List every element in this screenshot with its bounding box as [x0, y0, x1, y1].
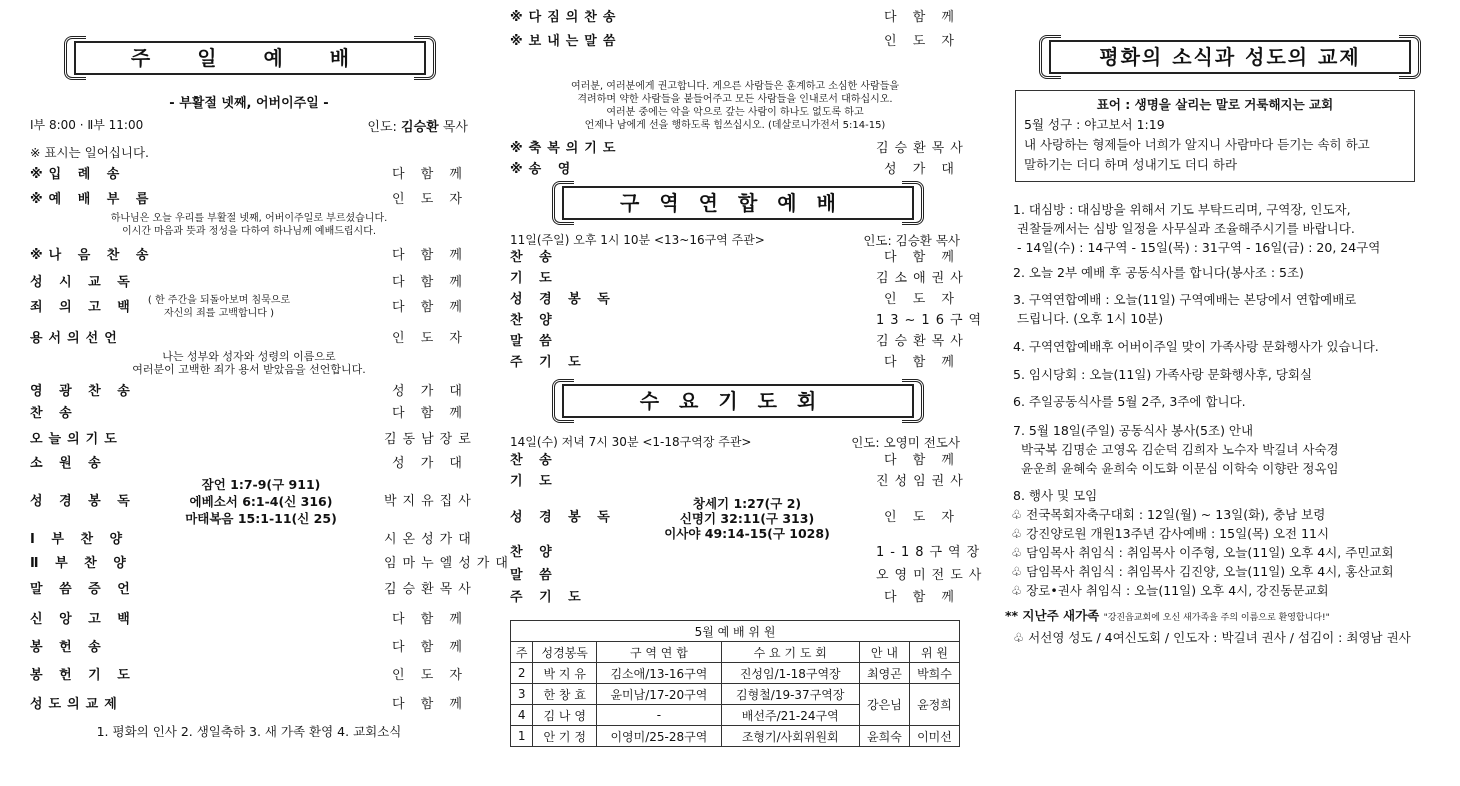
order-performer: 다 함 께: [392, 640, 468, 655]
order-item: [510, 8, 960, 28]
order-performer: 다 함 께: [392, 275, 468, 290]
sending-text: 여러분, 여러분에게 권고합니다. 게으른 사람들은 훈계하고 소심한 사람들을 격려하며 약한 사람들을 붙들어주고 모든 사람들을 인내로서 대하십시오. 여러분 중에는 악을 악으로 갚는 사람이 하나도 없도록 하고 언제나 남에게 선을 행하도록 힘쓰십시오. (데살로니가전서 5:14-15): [570, 81, 900, 131]
order-label: ※보내는말씀: [510, 34, 622, 49]
order-performer: 다 함 께: [392, 697, 468, 712]
order-item: [30, 454, 468, 474]
news-item: ♧ 강진양로원 개원13주년 감사예배 : 15일(목) 오전 11시: [1011, 526, 1330, 541]
area-worship-banner: 구역연합예배: [562, 186, 914, 220]
duty-header: 안 내: [859, 642, 909, 663]
fellowship-note: 1. 평화의 인사 2. 생일축하 3. 새 가족 환영 4. 교회소식: [96, 724, 402, 739]
order-performer: 1-18구역장: [876, 545, 986, 560]
news-item: 5. 임시당회 : 오늘(11일) 가족사랑 문화행사후, 당회실: [1013, 367, 1313, 382]
order-item: [30, 165, 468, 185]
order-label: ※나 음 찬 송: [30, 248, 155, 263]
worship-times: Ⅰ부 8:00 · Ⅱ부 11:00: [30, 118, 144, 132]
motto-box: [1015, 90, 1415, 182]
duty-cell: 김형철/19-37구역장: [721, 684, 859, 705]
order-item: [30, 666, 468, 686]
order-item: [510, 566, 988, 586]
duty-cell: 한 창 효: [533, 684, 597, 705]
order-label: 찬 송: [510, 453, 558, 468]
order-label: 주 기 도: [510, 355, 587, 370]
duty-cell: 김 나 영: [533, 705, 597, 726]
order-label: 소 원 송: [30, 456, 107, 471]
order-label: 신 앙 고 백: [30, 612, 136, 627]
news-item: 박국복 김명순 고영옥 김순덕 김희자 노수자 박길녀 사숙경: [1021, 442, 1339, 457]
news-item: ♧ 전국목회자축구대회 : 12일(월) ~ 13일(화), 충남 보령: [1011, 507, 1326, 522]
order-label: 찬 송: [510, 250, 558, 265]
table-row: [511, 663, 960, 684]
order-performer: 인 도 자: [884, 292, 960, 307]
order-item: [510, 32, 960, 52]
order-label: 성 경 봉 독: [510, 292, 616, 307]
duty-cell: -: [597, 705, 721, 726]
duty-cell: 윤미남/17-20구역: [597, 684, 721, 705]
scripture-list: 잠언 1:7-9(구 911) 에베소서 6:1-4(신 316) 마태복음 15:1-11(신 25): [185, 477, 337, 526]
order-label: 찬 양: [510, 313, 558, 328]
duty-header: 주: [511, 642, 533, 663]
order-label: ※송 영: [510, 162, 577, 177]
duty-cell: 진성임/1-18구역장: [721, 663, 859, 684]
order-performer: 다 함 께: [884, 590, 960, 605]
new-family-title: ** 지난주 새가족 "강진읍교회에 오신 새가족을 주의 이름으로 환영합니다!": [1005, 608, 1330, 623]
order-performer: 시온성가대: [384, 532, 477, 547]
verse-ref: 5월 성구 : 야고보서 1:19: [1024, 117, 1165, 132]
duty-cell: 박 지 유: [533, 663, 597, 684]
news-item: - 14일(수) : 14구역 - 15일(목) : 31구역 - 16일(금) : 20, 24구역: [1017, 240, 1381, 255]
order-label: 용서의선언: [30, 331, 123, 346]
order-label: 죄 의 고 백: [30, 300, 136, 315]
order-item: [30, 580, 477, 600]
order-label: 기 도: [510, 474, 558, 489]
order-label: 주 기 도: [510, 590, 587, 605]
order-item: [510, 353, 960, 373]
new-family-entry: ♧ 서선영 성도 / 4여신도회 / 인도자 : 박길녀 권사 / 섬김이 : 최영남 권사: [1013, 630, 1411, 645]
duty-cell: 3: [511, 684, 533, 705]
order-item: [510, 139, 969, 159]
order-item: [30, 554, 514, 574]
order-label: 찬 송: [30, 406, 78, 421]
news-item: ♧ 담임목사 취임식 : 취임목사 김진양, 오늘(11일) 오후 4시, 홍산교회: [1011, 564, 1394, 579]
usher-cell: 윤희숙: [859, 726, 909, 747]
order-performer: 다 함 께: [392, 406, 468, 421]
news-item: ♧ 담임목사 취임식 : 취임목사 이주형, 오늘(11일) 오후 4시, 주민교회: [1011, 545, 1394, 560]
order-label: 기 도: [510, 271, 558, 286]
table-row: [511, 684, 960, 705]
order-item: [30, 610, 468, 630]
news-item: ♧ 장로•권사 취임식 : 오늘(11일) 오후 4시, 강진동문교회: [1011, 583, 1329, 598]
standing-note: ※ 표시는 일어십니다.: [30, 145, 149, 160]
order-performer: 다 함 께: [392, 612, 468, 627]
order-label: ※다짐의찬송: [510, 10, 622, 25]
order-label: 오늘의기도: [30, 432, 123, 447]
news-item: 2. 오늘 2부 예배 후 공동식사를 합니다(봉사조 : 5조): [1013, 265, 1304, 280]
duty-cell: 이영미/25-28구역: [597, 726, 721, 747]
order-performer: 성 가 대: [392, 456, 468, 471]
duty-cell: 1: [511, 726, 533, 747]
order-item: [30, 430, 477, 450]
committee-cell: 이미선: [909, 726, 959, 747]
news-item: 윤운희 윤혜숙 윤희숙 이도화 이문심 이학숙 이향란 정옥임: [1021, 461, 1339, 476]
committee-cell: 윤정희: [909, 684, 959, 726]
order-item: [510, 311, 988, 331]
order-performer: 다 함 께: [884, 355, 960, 370]
order-performer: 성 가 대: [884, 162, 960, 177]
order-item: [30, 382, 468, 402]
area-worship-info: 11일(주일) 오후 1시 10분 <13~16구역 주관>: [510, 233, 765, 247]
order-item: [30, 273, 468, 293]
wednesday-info: 14일(수) 저녁 7시 30분 <1-18구역장 주관>: [510, 435, 752, 449]
duty-header: 성경봉독: [533, 642, 597, 663]
order-performer: 인 도 자: [884, 510, 960, 525]
verse-line: 내 사랑하는 형제들아 너희가 알지니 사람마다 듣기는 속히 하고: [1024, 137, 1370, 152]
worship-subtitle: - 부활절 넷째, 어버이주일 -: [169, 96, 329, 111]
order-label: ※예 배 부 름: [30, 192, 155, 207]
order-item: [510, 543, 986, 563]
order-label: 찬 양: [510, 545, 558, 560]
order-item: [30, 404, 468, 424]
order-item: [510, 332, 969, 352]
order-performer: 13~16구역: [876, 313, 988, 328]
order-label: 영 광 찬 송: [30, 384, 136, 399]
order-label: 성 경 봉 독: [510, 510, 616, 525]
duty-cell: 안 기 정: [533, 726, 597, 747]
order-item: [510, 451, 960, 471]
duty-cell: 배선주/21-24구역: [721, 705, 859, 726]
order-performer: 다 함 께: [392, 248, 468, 263]
order-label: ※축복의기도: [510, 141, 622, 156]
order-performer: 다 함 께: [884, 453, 960, 468]
news-item: 7. 5월 18일(주일) 공동식사 봉사(5조) 안내: [1013, 423, 1254, 438]
order-item: [30, 190, 468, 210]
order-performer: 인 도 자: [392, 331, 468, 346]
order-label: 말 씀: [510, 334, 558, 349]
order-performer: 김승환목사: [876, 334, 969, 349]
invocation-text: 하나님은 오늘 우리를 부활절 넷째, 어버이주일로 부르셨습니다. 이시간 마음과 뜻과 정성을 다하여 하나님께 예배드립시다.: [110, 213, 388, 237]
order-performer: 박지유집사: [384, 494, 477, 509]
duty-title: 5월 예 배 위 원: [511, 621, 960, 642]
order-label: 봉 헌 송: [30, 640, 107, 655]
order-performer: 김동남장로: [384, 432, 477, 447]
confession-text: ( 한 주간을 되돌아보며 침묵으로 자신의 죄를 고백합니다 ): [147, 295, 291, 319]
worship-leader: 인도: 김승환 목사: [367, 120, 468, 135]
order-label: 성도의교제: [30, 697, 123, 712]
order-performer: 다 함 께: [884, 250, 960, 265]
order-item: [510, 248, 960, 268]
order-performer: 김승환목사: [384, 582, 477, 597]
news-banner: 평화의 소식과 성도의 교제: [1049, 40, 1411, 74]
order-performer: 성 가 대: [392, 384, 468, 399]
usher-cell: 강은님: [859, 684, 909, 726]
news-item: 3. 구역연합예배 : 오늘(11일) 구역예배는 본당에서 연합예배로: [1013, 292, 1357, 307]
committee-cell: 박희수: [909, 663, 959, 684]
duty-header: 수 요 기 도 회: [721, 642, 859, 663]
area-worship-leader: 인도: 김승환 목사: [863, 233, 960, 248]
usher-cell: 최영곤: [859, 663, 909, 684]
order-performer: 인 도 자: [884, 34, 960, 49]
news-item: 1. 대심방 : 대심방을 위해서 기도 부탁드리며, 구역장, 인도자,: [1013, 202, 1351, 217]
duty-cell: 2: [511, 663, 533, 684]
sunday-worship-banner: 주 일 예 배: [74, 41, 426, 75]
order-label: Ⅰ 부 찬 양: [30, 532, 129, 547]
worship-duty-table: [510, 620, 960, 747]
motto: 표어 : 생명을 살리는 말로 거룩해지는 교회: [1096, 97, 1334, 112]
news-item: 4. 구역연합예배후 어버이주일 맞이 가족사랑 문화행사가 있습니다.: [1013, 339, 1379, 354]
absolution-text: 나는 성부와 성자와 성령의 이름으로 여러분이 고백한 죄가 용서 받았음을 선언합니다.: [132, 350, 366, 376]
order-item: [30, 530, 477, 550]
order-performer: 다 함 께: [884, 10, 960, 25]
order-item: [510, 160, 960, 180]
verse-line: 말하기는 더디 하며 성내기도 더디 하라: [1024, 157, 1238, 172]
order-item: [510, 269, 969, 289]
news-item: 드립니다. (오후 1시 10분): [1017, 311, 1164, 326]
duty-cell: 김소애/13-16구역: [597, 663, 721, 684]
order-performer: 임마누엘성가대: [384, 556, 514, 571]
order-performer: 다 함 께: [392, 167, 468, 182]
order-item: [30, 329, 468, 349]
news-item: 6. 주일공동식사를 5월 2주, 3주에 합니다.: [1013, 394, 1246, 409]
order-item: [30, 638, 468, 658]
order-item: [510, 472, 969, 492]
order-label: Ⅱ 부 찬 양: [30, 556, 132, 571]
duty-cell: 조형기/사회위원회: [721, 726, 859, 747]
order-label: ※입 례 송: [30, 167, 126, 182]
order-performer: 인 도 자: [392, 668, 468, 683]
wednesday-prayer-banner: 수요기도회: [562, 384, 914, 418]
order-item: [30, 695, 468, 715]
order-label: 봉 헌 기 도: [30, 668, 136, 683]
order-performer: 인 도 자: [392, 192, 468, 207]
news-item: 8. 행사 및 모임: [1013, 488, 1098, 503]
order-item: [510, 588, 960, 608]
order-performer: 오영미전도사: [876, 568, 988, 583]
order-label: 성 경 봉 독: [30, 494, 136, 509]
order-label: 말 씀 증 언: [30, 582, 136, 597]
order-performer: 진성임권사: [876, 474, 969, 489]
order-performer: 김소애권사: [876, 271, 969, 286]
duty-cell: 4: [511, 705, 533, 726]
wednesday-scripture: 창세기 1:27(구 2) 신명기 32:11(구 313) 이사야 49:14-15(구 1028): [664, 496, 830, 541]
order-item: [30, 246, 468, 266]
order-performer: 김승환목사: [876, 141, 969, 156]
order-performer: 다 함 께: [392, 300, 468, 315]
duty-header: 위 원: [909, 642, 959, 663]
wednesday-leader: 인도: 오영미 전도사: [851, 435, 960, 450]
order-label: 말 씀: [510, 568, 558, 583]
order-item: [510, 290, 960, 310]
news-item: 권찰들께서는 심방 일정을 사무실과 조율해주시기를 바랍니다.: [1017, 221, 1355, 236]
order-label: 성 시 교 독: [30, 275, 136, 290]
table-row: [511, 726, 960, 747]
duty-header: 구 역 연 합: [597, 642, 721, 663]
